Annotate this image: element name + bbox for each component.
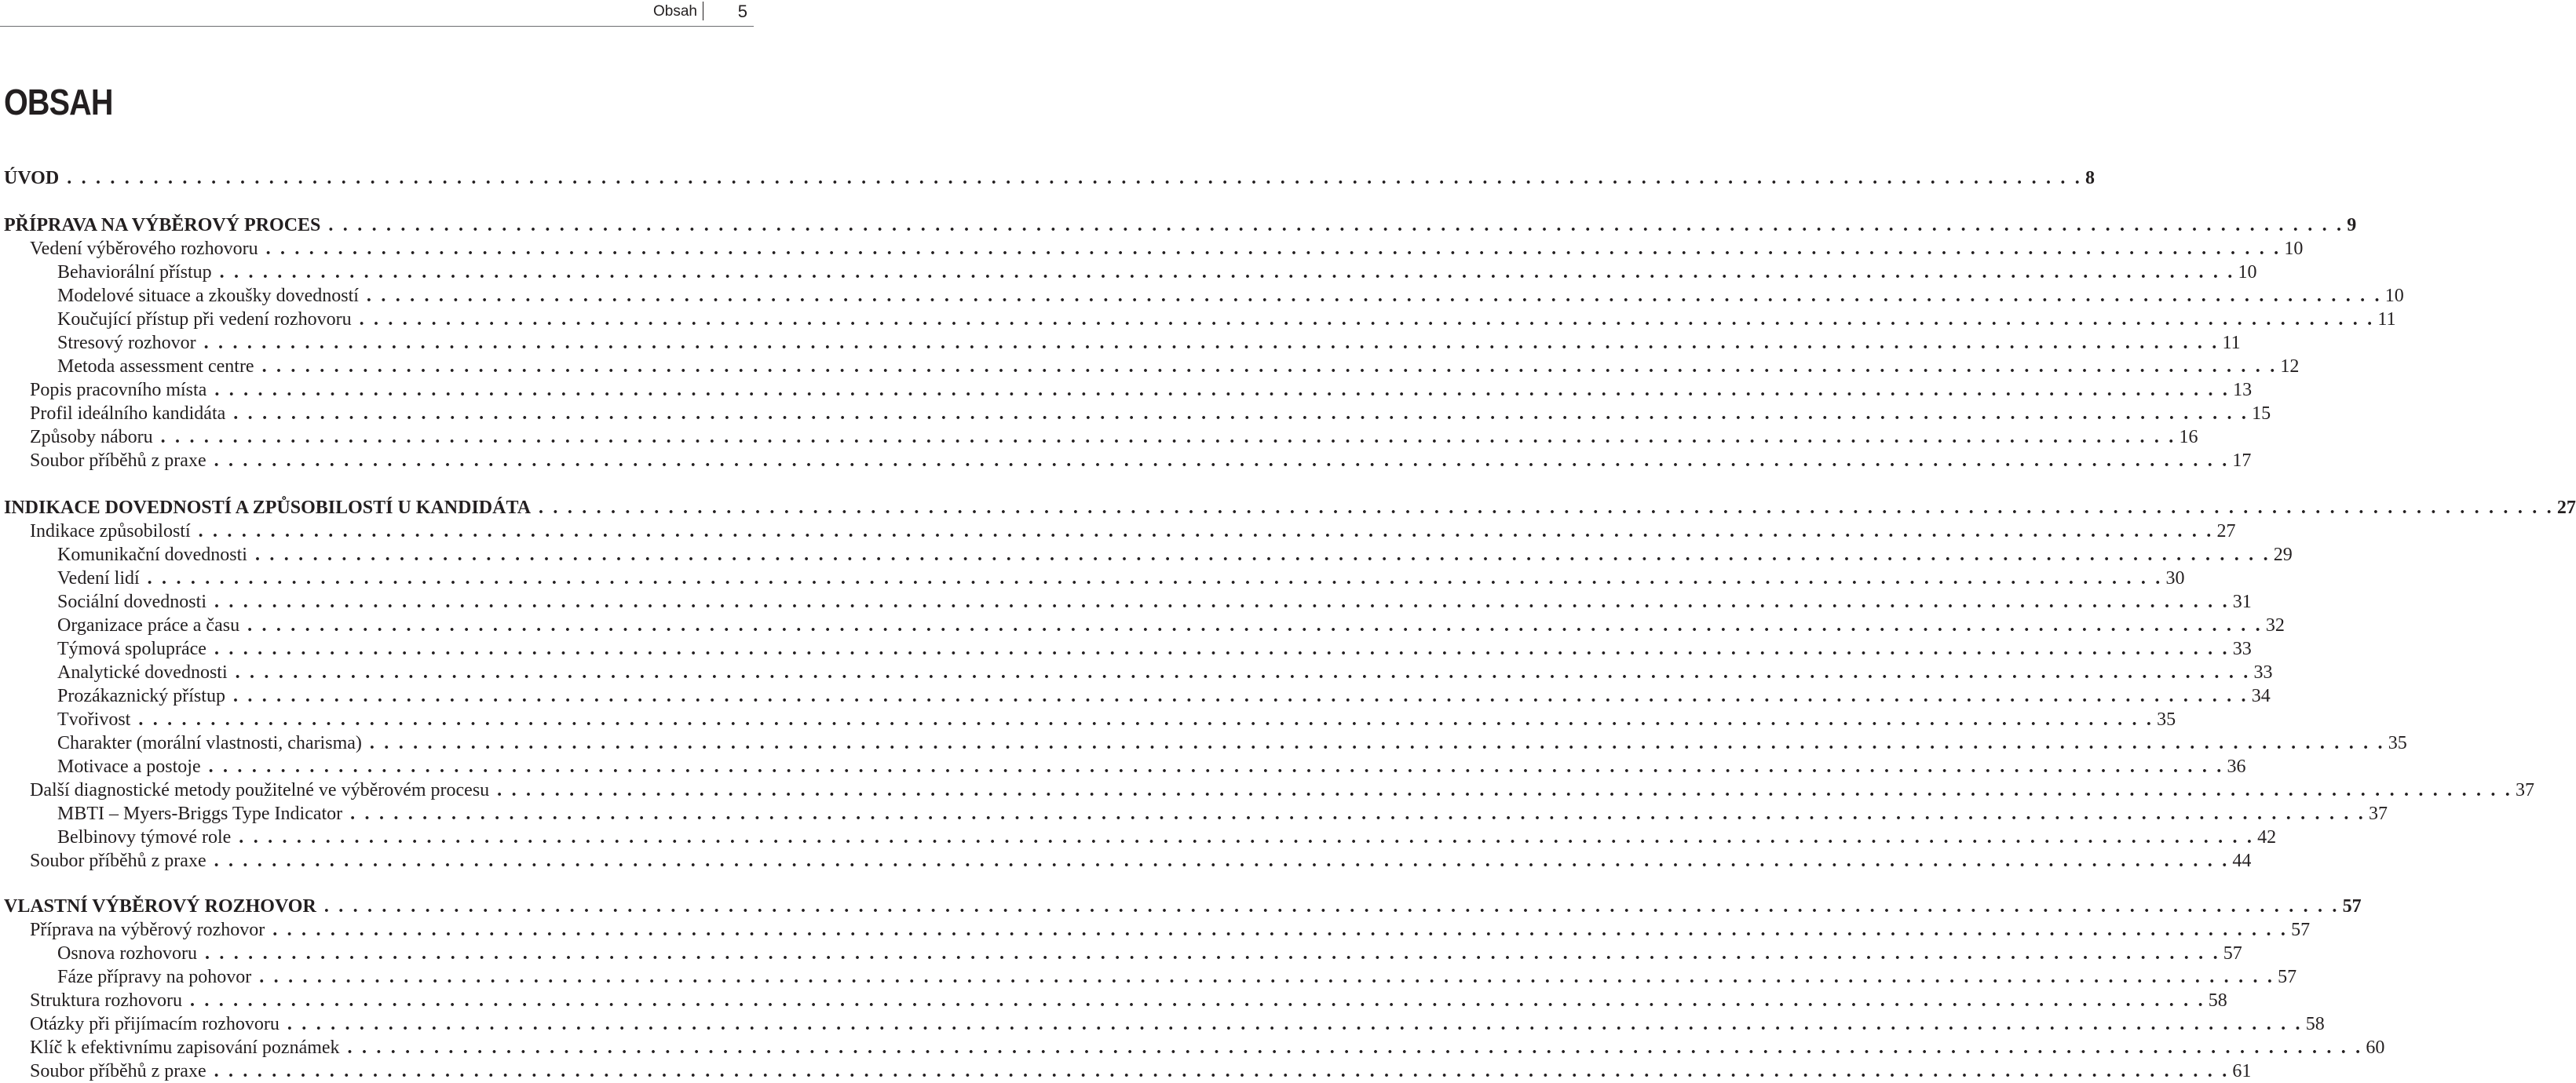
running-head	[0, 0, 754, 27]
toc-entry-label: Stresový rozhovor	[57, 333, 196, 353]
toc-entry[interactable]	[4, 284, 2404, 308]
dot-leader: . . . . . . . . . . . . . . . . . . . . . . . . . . . . . . . . . . . . . . . . . . . . . . . . . . . . . . . . . . . . . . . . . . . . . . . . . . . . . . . . . . . . . . . . . . . . . . . . . . . . . . . . . . . . . . . . . . . . . . . . . . . . . . . . . . . . . . . . . . . .	[235, 662, 2251, 683]
toc-entry[interactable]	[4, 449, 2252, 472]
toc-entry-page: 30	[2165, 568, 2185, 589]
dot-leader: . . . . . . . . . . . . . . . . . . . . . . . . . . . . . . . . . . . . . . . . . . . . . . . . . . . . . . . . . . . . . . . . . . . . . . . . . . . . . . . . . . . . . . . . . . . . . . . . . . . . . . . . . . . . . . . . . . . . . . . . . . . . . . . . . . . . . . . . . . . .	[203, 333, 2220, 353]
toc-entry[interactable]	[4, 918, 2311, 942]
toc-entry-page: 35	[2157, 709, 2176, 730]
toc-entry-page: 57	[2342, 896, 2362, 917]
toc-entry-page: 57	[2291, 920, 2311, 940]
toc-entry[interactable]	[4, 213, 2357, 237]
toc-entry[interactable]	[4, 1059, 2252, 1083]
toc-entry-label: Koučující přístup při vedení rozhovoru	[57, 309, 352, 330]
toc-entry-label: Behaviorální přístup	[57, 262, 212, 283]
toc-entry-page: 27	[2216, 521, 2236, 542]
dot-leader: . . . . . . . . . . . . . . . . . . . . . . . . . . . . . . . . . . . . . . . . . . . . . . . . . . . . . . . . . . . . . . . . . . . . . . . . . . . . . . . . . . . . . . . . . . . . . . . . . . . . . . . . . . . . . . . . . . . . . . . . . . . . . . . . . . . . . . . . . . . .	[261, 356, 2278, 377]
toc-entry[interactable]	[4, 308, 2396, 331]
toc-entry[interactable]	[4, 684, 2271, 708]
toc-entry[interactable]	[4, 637, 2252, 661]
dot-leader: . . . . . . . . . . . . . . . . . . . . . . . . . . . . . . . . . . . . . . . . . . . . . . . . . . . . . . . . . . . . . . . . . . . . . . . . . . . . . . . . . . . . . . . . . . . . . . . . . . . . . . . . . . . . . . . . . . . . . . . . . . . . . . . . . . . . . . . . . . . .	[239, 827, 2255, 848]
toc-entry-page: 44	[2232, 851, 2252, 871]
toc-entry-label: Profil ideálního kandidáta	[30, 403, 226, 424]
toc-entry-label: Sociální dovednosti	[57, 592, 206, 612]
toc-entry-label: Příprava na výběrový rozhovor	[30, 920, 265, 940]
toc-entry[interactable]	[4, 543, 2293, 567]
toc-entry-page: 10	[2284, 239, 2304, 259]
page-title: OBSAH	[4, 82, 113, 122]
dot-leader: . . . . . . . . . . . . . . . . . . . . . . . . . . . . . . . . . . . . . . . . . . . . . . . . . . . . . . . . . . . . . . . . . . . . . . . . . . . . . . . . . . . . . . . . . . . . . . . . . . . . . . . . . . . . . . . . . . . . . . . . . . . . . . . . . . . . . . . . . . . .	[539, 498, 2554, 518]
toc-entry[interactable]	[4, 331, 2241, 355]
toc-entry-label: Vedení lidí	[57, 568, 140, 589]
dot-leader: . . . . . . . . . . . . . . . . . . . . . . . . . . . . . . . . . . . . . . . . . . . . . . . . . . . . . . . . . . . . . . . . . . . . . . . . . . . . . . . . . . . . . . . . . . . . . . . . . . . . . . . . . . . . . . . . . . . . . . . . . . . . . . . . . . . . . . . . . . . .	[198, 521, 2214, 542]
dot-leader: . . . . . . . . . . . . . . . . . . . . . . . . . . . . . . . . . . . . . . . . . . . . . . . . . . . . . . . . . . . . . . . . . . . . . . . . . . . . . . . . . . . . . . . . . . . . . . . . . . . . . . . . . . . . . . . . . . . . . . . . . . . . . . . . . . . . . . . . . . . .	[67, 168, 2082, 188]
toc-entry[interactable]	[4, 942, 2242, 965]
dot-leader: . . . . . . . . . . . . . . . . . . . . . . . . . . . . . . . . . . . . . . . . . . . . . . . . . . . . . . . . . . . . . . . . . . . . . . . . . . . . . . . . . . . . . . . . . . . . . . . . . . . . . . . . . . . . . . . . . . . . . . . . . . . . . . . . . . . . . . . . . . . .	[214, 450, 2230, 471]
dot-leader: . . . . . . . . . . . . . . . . . . . . . . . . . . . . . . . . . . . . . . . . . . . . . . . . . . . . . . . . . . . . . . . . . . . . . . . . . . . . . . . . . . . . . . . . . . . . . . . . . . . . . . . . . . . . . . . . . . . . . . . . . . . . . . . . . . . . . . . . . . . .	[369, 733, 2385, 753]
toc-entry-label: Charakter (morální vlastnosti, charisma)	[57, 733, 362, 753]
toc-entry[interactable]	[4, 378, 2253, 402]
toc-entry-label: Modelové situace a zkoušky dovedností	[57, 286, 359, 306]
dot-leader: . . . . . . . . . . . . . . . . . . . . . . . . . . . . . . . . . . . . . . . . . . . . . . . . . . . . . . . . . . . . . . . . . . . . . . . . . . . . . . . . . . . . . . . . . . . . . . . . . . . . . . . . . . . . . . . . . . . . . . . . . . . . . . . . . . . . . . . . . . . .	[214, 1061, 2230, 1081]
toc-entry-page: 10	[2238, 262, 2257, 283]
toc-entry-label: Způsoby náboru	[30, 427, 153, 447]
toc-entry[interactable]	[4, 166, 2095, 190]
toc-entry[interactable]	[4, 261, 2257, 284]
toc-entry[interactable]	[4, 237, 2304, 261]
dot-leader: . . . . . . . . . . . . . . . . . . . . . . . . . . . . . . . . . . . . . . . . . . . . . . . . . . . . . . . . . . . . . . . . . . . . . . . . . . . . . . . . . . . . . . . . . . . . . . . . . . . . . . . . . . . . . . . . . . . . . . . . . . . . . . . . . . . . . . . . . . . .	[208, 757, 2224, 777]
toc-entry[interactable]	[4, 1012, 2325, 1036]
toc-entry-page: 42	[2257, 827, 2277, 848]
dot-leader: . . . . . . . . . . . . . . . . . . . . . . . . . . . . . . . . . . . . . . . . . . . . . . . . . . . . . . . . . . . . . . . . . . . . . . . . . . . . . . . . . . . . . . . . . . . . . . . . . . . . . . . . . . . . . . . . . . . . . . . . . . . . . . . . . . . . . . . . . . . .	[247, 615, 2263, 636]
toc-entry-label: Soubor příběhů z praxe	[30, 450, 206, 471]
dot-leader: . . . . . . . . . . . . . . . . . . . . . . . . . . . . . . . . . . . . . . . . . . . . . . . . . . . . . . . . . . . . . . . . . . . . . . . . . . . . . . . . . . . . . . . . . . . . . . . . . . . . . . . . . . . . . . . . . . . . . . . . . . . . . . . . . . . . . . . . . . . .	[347, 1037, 2363, 1058]
dot-leader: . . . . . . . . . . . . . . . . . . . . . . . . . . . . . . . . . . . . . . . . . . . . . . . . . . . . . . . . . . . . . . . . . . . . . . . . . . . . . . . . . . . . . . . . . . . . . . . . . . . . . . . . . . . . . . . . . . . . . . . . . . . . . . . . . . . . . . . . . . . .	[232, 686, 2249, 706]
toc-entry-label: Motivace a postoje	[57, 757, 201, 777]
toc-entry[interactable]	[4, 895, 2362, 918]
toc-entry[interactable]	[4, 425, 2198, 449]
toc-entry-label: Belbinovy týmové role	[57, 827, 232, 848]
toc-entry-page: 12	[2280, 356, 2300, 377]
toc-entry[interactable]	[4, 614, 2285, 637]
dot-leader: . . . . . . . . . . . . . . . . . . . . . . . . . . . . . . . . . . . . . . . . . . . . . . . . . . . . . . . . . . . . . . . . . . . . . . . . . . . . . . . . . . . . . . . . . . . . . . . . . . . . . . . . . . . . . . . . . . . . . . . . . . . . . . . . . . . . . . . . . . . .	[160, 427, 2176, 447]
toc-entry[interactable]	[4, 755, 2246, 779]
dot-leader: . . . . . . . . . . . . . . . . . . . . . . . . . . . . . . . . . . . . . . . . . . . . . . . . . . . . . . . . . . . . . . . . . . . . . . . . . . . . . . . . . . . . . . . . . . . . . . . . . . . . . . . . . . . . . . . . . . . . . . . . . . . . . . . . . . . . . . . . . . . .	[233, 403, 2249, 424]
toc-entry-label: VLASTNÍ VÝBĚROVÝ ROZHOVOR	[4, 896, 316, 917]
dot-leader: . . . . . . . . . . . . . . . . . . . . . . . . . . . . . . . . . . . . . . . . . . . . . . . . . . . . . . . . . . . . . . . . . . . . . . . . . . . . . . . . . . . . . . . . . . . . . . . . . . . . . . . . . . . . . . . . . . . . . . . . . . . . . . . . . . . . . . . . . . . .	[214, 592, 2230, 612]
toc-entry-label: Týmová spolupráce	[57, 639, 206, 659]
toc-entry-page: 8	[2085, 168, 2095, 188]
toc-entry-page: 60	[2366, 1037, 2385, 1058]
dot-leader: . . . . . . . . . . . . . . . . . . . . . . . . . . . . . . . . . . . . . . . . . . . . . . . . . . . . . . . . . . . . . . . . . . . . . . . . . . . . . . . . . . . . . . . . . . . . . . . . . . . . . . . . . . . . . . . . . . . . . . . . . . . . . . . . . . . . . . . . . . . .	[328, 215, 2344, 235]
toc-entry-page: 29	[2273, 545, 2293, 565]
toc-entry-label: PŘÍPRAVA NA VÝBĚROVÝ PROCES	[4, 215, 321, 235]
toc-entry-label: Prozákaznický přístup	[57, 686, 225, 706]
toc-entry-page: 13	[2233, 380, 2253, 400]
toc-entry-label: Komunikační dovednosti	[57, 545, 247, 565]
toc-entry-page: 33	[2253, 662, 2273, 683]
toc-entry[interactable]	[4, 989, 2227, 1012]
dot-leader: . . . . . . . . . . . . . . . . . . . . . . . . . . . . . . . . . . . . . . . . . . . . . . . . . . . . . . . . . . . . . . . . . . . . . . . . . . . . . . . . . . . . . . . . . . . . . . . . . . . . . . . . . . . . . . . . . . . . . . . . . . . . . . . . . . . . . . . . . . . .	[214, 380, 2231, 400]
toc-entry-label: Struktura rozhovoru	[30, 990, 182, 1011]
toc-entry[interactable]	[4, 708, 2176, 731]
toc-entry-label: Fáze přípravy na pohovor	[57, 967, 252, 987]
dot-leader: . . . . . . . . . . . . . . . . . . . . . . . . . . . . . . . . . . . . . . . . . . . . . . . . . . . . . . . . . . . . . . . . . . . . . . . . . . . . . . . . . . . . . . . . . . . . . . . . . . . . . . . . . . . . . . . . . . . . . . . . . . . . . . . . . . . . . . . . . . . .	[189, 990, 2205, 1011]
dot-leader: . . . . . . . . . . . . . . . . . . . . . . . . . . . . . . . . . . . . . . . . . . . . . . . . . . . . . . . . . . . . . . . . . . . . . . . . . . . . . . . . . . . . . . . . . . . . . . . . . . . . . . . . . . . . . . . . . . . . . . . . . . . . . . . . . . . . . . . . . . . .	[214, 851, 2230, 871]
toc-entry-page: 9	[2347, 215, 2357, 235]
dot-leader: . . . . . . . . . . . . . . . . . . . . . . . . . . . . . . . . . . . . . . . . . . . . . . . . . . . . . . . . . . . . . . . . . . . . . . . . . . . . . . . . . . . . . . . . . . . . . . . . . . . . . . . . . . . . . . . . . . . . . . . . . . . . . . . . . . . . . . . . . . . .	[214, 639, 2230, 659]
toc-entry-page: 58	[2305, 1014, 2325, 1034]
toc-entry[interactable]	[4, 590, 2252, 614]
toc-entry-label: Otázky při přijímacím rozhovoru	[30, 1014, 280, 1034]
dot-leader: . . . . . . . . . . . . . . . . . . . . . . . . . . . . . . . . . . . . . . . . . . . . . . . . . . . . . . . . . . . . . . . . . . . . . . . . . . . . . . . . . . . . . . . . . . . . . . . . . . . . . . . . . . . . . . . . . . . . . . . . . . . . . . . . . . . . . . . . . . . .	[259, 967, 2275, 987]
toc-entry-label: ÚVOD	[4, 168, 60, 188]
toc-entry-label: Soubor příběhů z praxe	[30, 851, 206, 871]
toc-entry-page: 10	[2384, 286, 2404, 306]
toc-entry[interactable]	[4, 826, 2277, 849]
toc-entry-label: MBTI – Myers-Briggs Type Indicator	[57, 804, 343, 824]
toc-entry[interactable]	[4, 355, 2300, 378]
dot-leader: . . . . . . . . . . . . . . . . . . . . . . . . . . . . . . . . . . . . . . . . . . . . . . . . . . . . . . . . . . . . . . . . . . . . . . . . . . . . . . . . . . . . . . . . . . . . . . . . . . . . . . . . . . . . . . . . . . . . . . . . . . . . . . . . . . . . . . . . . . . .	[138, 709, 2154, 730]
dot-leader: . . . . . . . . . . . . . . . . . . . . . . . . . . . . . . . . . . . . . . . . . . . . . . . . . . . . . . . . . . . . . . . . . . . . . . . . . . . . . . . . . . . . . . . . . . . . . . . . . . . . . . . . . . . . . . . . . . . . . . . . . . . . . . . . . . . . . . . . . . . .	[272, 920, 2289, 940]
toc-entry[interactable]	[4, 520, 2236, 543]
toc-entry[interactable]	[4, 1036, 2385, 1059]
dot-leader: . . . . . . . . . . . . . . . . . . . . . . . . . . . . . . . . . . . . . . . . . . . . . . . . . . . . . . . . . . . . . . . . . . . . . . . . . . . . . . . . . . . . . . . . . . . . . . . . . . . . . . . . . . . . . . . . . . . . . . . . . . . . . . . . . . . . . . . . . . . .	[147, 568, 2163, 589]
toc-entry[interactable]	[4, 802, 2388, 826]
dot-leader: . . . . . . . . . . . . . . . . . . . . . . . . . . . . . . . . . . . . . . . . . . . . . . . . . . . . . . . . . . . . . . . . . . . . . . . . . . . . . . . . . . . . . . . . . . . . . . . . . . . . . . . . . . . . . . . . . . . . . . . . . . . . . . . . . . . . . . . . . . . .	[350, 804, 2366, 824]
toc-entry-label: INDIKACE DOVEDNOSTÍ A ZPŮSOBILOSTÍ U KANDIDÁTA	[4, 498, 532, 518]
toc-entry-label: Organizace práce a času	[57, 615, 240, 636]
toc-entry-label: Další diagnostické metody použitelné ve výběrovém procesu	[30, 780, 490, 800]
toc-entry-page: 15	[2252, 403, 2271, 424]
toc-entry-page: 11	[2222, 333, 2241, 353]
toc-entry-label: Analytické dovednosti	[57, 662, 228, 683]
toc-entry[interactable]	[4, 402, 2271, 425]
toc-entry-page: 57	[2278, 967, 2297, 987]
toc-entry[interactable]	[4, 965, 2297, 989]
toc-entry-page: 61	[2232, 1061, 2252, 1081]
dot-leader: . . . . . . . . . . . . . . . . . . . . . . . . . . . . . . . . . . . . . . . . . . . . . . . . . . . . . . . . . . . . . . . . . . . . . . . . . . . . . . . . . . . . . . . . . . . . . . . . . . . . . . . . . . . . . . . . . . . . . . . . . . . . . . . . . . . . . . . . . . . .	[497, 780, 2512, 800]
toc-entry-page: 37	[2515, 780, 2534, 800]
toc-entry-label: Soubor příběhů z praxe	[30, 1061, 206, 1081]
dot-leader: . . . . . . . . . . . . . . . . . . . . . . . . . . . . . . . . . . . . . . . . . . . . . . . . . . . . . . . . . . . . . . . . . . . . . . . . . . . . . . . . . . . . . . . . . . . . . . . . . . . . . . . . . . . . . . . . . . . . . . . . . . . . . . . . . . . . . . . . . . . .	[254, 545, 2271, 565]
toc-entry[interactable]	[4, 496, 2576, 520]
toc-entry-page: 37	[2368, 804, 2388, 824]
toc-entry-page: 36	[2227, 757, 2246, 777]
toc-entry-page: 27	[2556, 498, 2576, 518]
toc-entry-page: 11	[2377, 309, 2396, 330]
dot-leader: . . . . . . . . . . . . . . . . . . . . . . . . . . . . . . . . . . . . . . . . . . . . . . . . . . . . . . . . . . . . . . . . . . . . . . . . . . . . . . . . . . . . . . . . . . . . . . . . . . . . . . . . . . . . . . . . . . . . . . . . . . . . . . . . . . . . . . . . . . . .	[359, 309, 2375, 330]
toc-entry-page: 33	[2232, 639, 2252, 659]
toc-entry-page: 32	[2265, 615, 2285, 636]
dot-leader: . . . . . . . . . . . . . . . . . . . . . . . . . . . . . . . . . . . . . . . . . . . . . . . . . . . . . . . . . . . . . . . . . . . . . . . . . . . . . . . . . . . . . . . . . . . . . . . . . . . . . . . . . . . . . . . . . . . . . . . . . . . . . . . . . . . . . . . . . . . .	[287, 1014, 2303, 1034]
toc-entry[interactable]	[4, 731, 2407, 755]
toc-entry-label: Klíč k efektivnímu zapisování poznámek	[30, 1037, 340, 1058]
toc-entry[interactable]	[4, 567, 2185, 590]
toc-entry-page: 58	[2208, 990, 2227, 1011]
toc-entry-label: Tvořivost	[57, 709, 131, 730]
toc-entry-page: 16	[2179, 427, 2198, 447]
toc-entry-label: Popis pracovního místa	[30, 380, 207, 400]
running-head-title: Obsah	[653, 3, 697, 20]
toc-entry-page: 34	[2251, 686, 2271, 706]
toc-entry[interactable]	[4, 849, 2252, 873]
dot-leader: . . . . . . . . . . . . . . . . . . . . . . . . . . . . . . . . . . . . . . . . . . . . . . . . . . . . . . . . . . . . . . . . . . . . . . . . . . . . . . . . . . . . . . . . . . . . . . . . . . . . . . . . . . . . . . . . . . . . . . . . . . . . . . . . . . . . . . . . . . . .	[219, 262, 2235, 283]
toc-entry[interactable]	[4, 661, 2273, 684]
toc-entry-page: 35	[2388, 733, 2407, 753]
toc-entry-page: 57	[2223, 943, 2242, 964]
page-number: 5	[737, 2, 747, 21]
dot-leader: . . . . . . . . . . . . . . . . . . . . . . . . . . . . . . . . . . . . . . . . . . . . . . . . . . . . . . . . . . . . . . . . . . . . . . . . . . . . . . . . . . . . . . . . . . . . . . . . . . . . . . . . . . . . . . . . . . . . . . . . . . . . . . . . . . . . . . . . . . . .	[265, 239, 2282, 259]
dot-leader: . . . . . . . . . . . . . . . . . . . . . . . . . . . . . . . . . . . . . . . . . . . . . . . . . . . . . . . . . . . . . . . . . . . . . . . . . . . . . . . . . . . . . . . . . . . . . . . . . . . . . . . . . . . . . . . . . . . . . . . . . . . . . . . . . . . . . . . . . . . .	[366, 286, 2382, 306]
dot-leader: . . . . . . . . . . . . . . . . . . . . . . . . . . . . . . . . . . . . . . . . . . . . . . . . . . . . . . . . . . . . . . . . . . . . . . . . . . . . . . . . . . . . . . . . . . . . . . . . . . . . . . . . . . . . . . . . . . . . . . . . . . . . . . . . . . . . . . . . . . . .	[323, 896, 2340, 917]
header-rule	[0, 26, 754, 27]
toc-entry[interactable]	[4, 779, 2534, 802]
toc-entry-label: Vedení výběrového rozhovoru	[30, 239, 258, 259]
toc-entry-label: Metoda assessment centre	[57, 356, 254, 377]
toc-entry-label: Osnova rozhovoru	[57, 943, 197, 964]
toc-entry-page: 31	[2232, 592, 2252, 612]
dot-leader: . . . . . . . . . . . . . . . . . . . . . . . . . . . . . . . . . . . . . . . . . . . . . . . . . . . . . . . . . . . . . . . . . . . . . . . . . . . . . . . . . . . . . . . . . . . . . . . . . . . . . . . . . . . . . . . . . . . . . . . . . . . . . . . . . . . . . . . . . . . .	[204, 943, 2220, 964]
toc-entry-label: Indikace způsobilostí	[30, 521, 191, 542]
toc-entry-page: 17	[2232, 450, 2252, 471]
